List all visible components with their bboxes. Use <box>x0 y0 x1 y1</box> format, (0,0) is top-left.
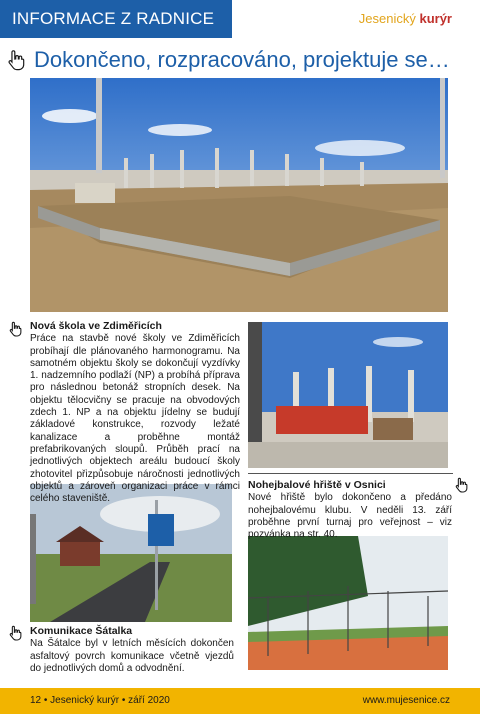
school-columns-photo <box>248 322 448 468</box>
school-article <box>30 320 240 505</box>
school-heading: Nová škola ve Zdiměřicích <box>30 320 162 332</box>
road-heading: Komunikace Šátalka <box>30 625 133 637</box>
section-header <box>0 0 232 38</box>
section-title: INFORMACE Z RADNICE <box>12 9 215 28</box>
footer-page-info: 12 • Jesenický kurýr • září 2020 <box>30 695 170 706</box>
court-heading: Nohejbalové hřiště v Osnici <box>248 479 386 491</box>
court-text: Nové hřiště bylo dokončeno a předáno nohejbalovému klubu. V neděli 13. září proběhne první turnaj pro veřejnost – viz pozvánka na str. 40. <box>248 492 452 541</box>
pointing-hand-icon <box>8 321 24 337</box>
divider <box>248 473 453 474</box>
brand-word-2: kurýr <box>419 11 452 26</box>
road-text: Na Šátalce byl v letních měsících dokončen asfaltový povrch komunikace včetně vjezdů do jednotlivých domů a odvodnění. <box>30 638 234 674</box>
construction-site-photo <box>30 78 448 312</box>
court-photo <box>248 536 448 670</box>
brand-word-1: Jesenický <box>358 11 416 26</box>
school-text: Práce na stavbě nové školy ve Zdiměřicích probíhají dle plánovaného harmonogramu. Na samotném objektu školy se dokončují vyzdívky 1. nadzemního podlaží (NP) a probíhá příprava pro následnou betonáž stropních desek. Na objektu tělocvičny se pracuje na obvodových zdech 1. NP a na objektu jídelny se budují základové konstrukce, rozvody ležaté kanalizace a proběhne montáž prefabrikovaných sloupů. Průběh prací na jednotlivých objektech areálu budoucí školy zhotovitel přizpůsobuje náročnosti jednotlivých objektů a zároveň organizaci práce v rámci celého staveniště. <box>30 333 240 505</box>
page-footer <box>0 688 480 714</box>
page-title: Dokončeno, rozpracováno, projektuje se… <box>34 47 450 72</box>
pointing-hand-icon <box>8 625 24 641</box>
court-article <box>248 479 452 541</box>
title-row <box>6 47 450 73</box>
pointing-hand-icon <box>6 49 28 71</box>
road-article <box>30 625 234 675</box>
pointing-hand-icon <box>454 477 470 493</box>
footer-website[interactable]: www.mujesenice.cz <box>362 695 450 706</box>
brand-logo <box>359 11 452 26</box>
